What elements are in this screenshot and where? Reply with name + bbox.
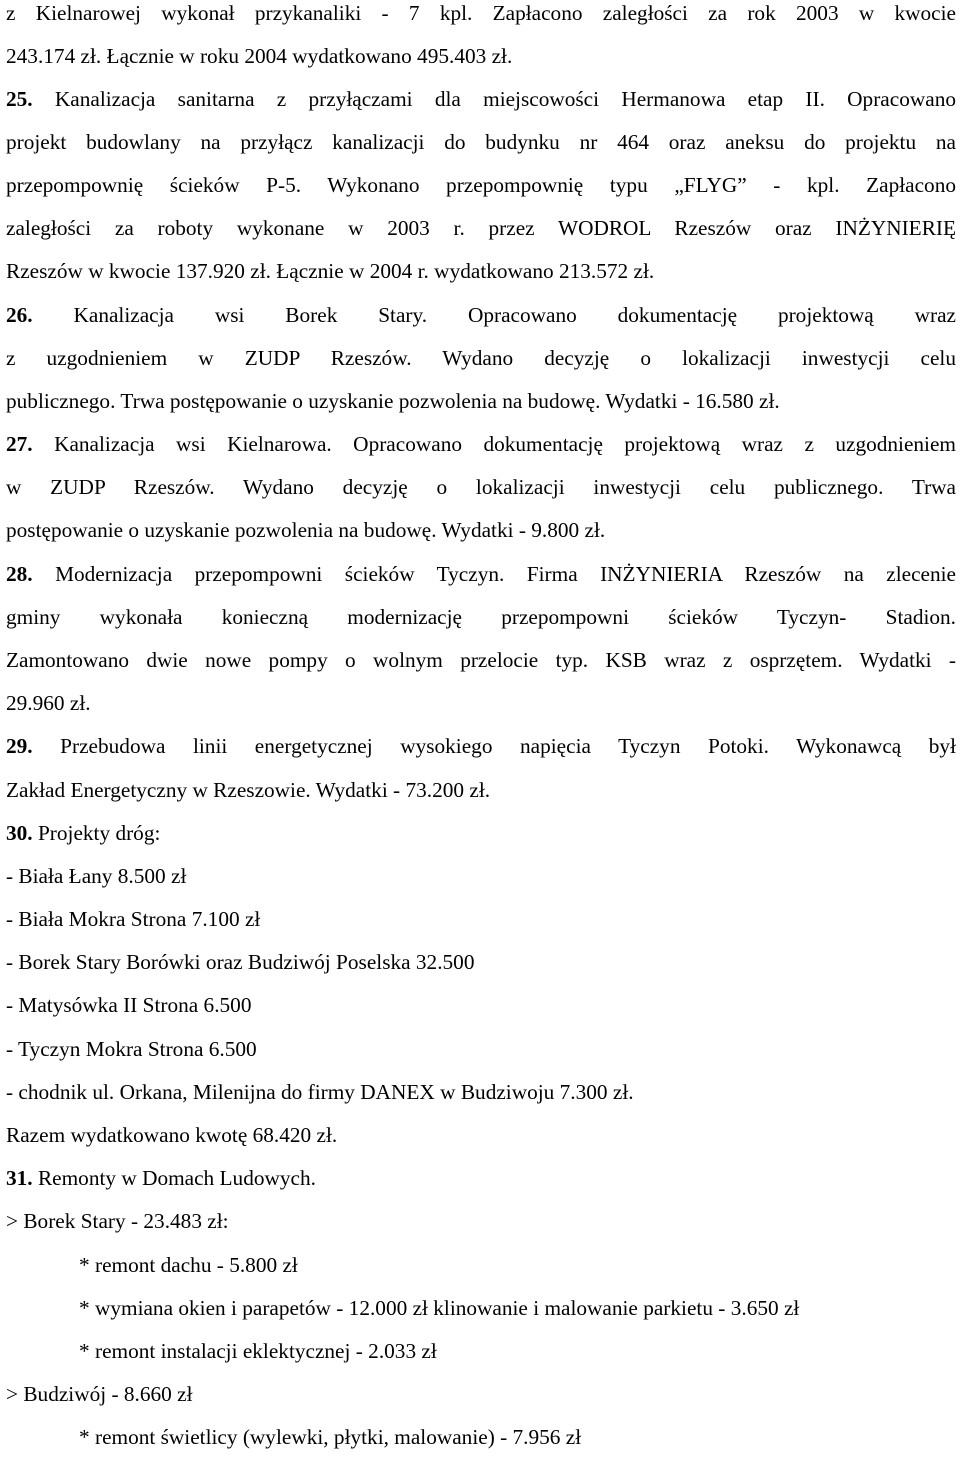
line-text: Remonty w Domach Ludowych. bbox=[32, 1166, 316, 1190]
line-text: - chodnik ul. Orkana, Milenijna do firmy DANEX w Budziwoju 7.300 zł. bbox=[6, 1080, 634, 1104]
text-line bbox=[6, 517, 605, 543]
item-number: 31. bbox=[6, 1166, 33, 1190]
line-text: projekt budowlany na przyłącz kanalizacji do budynku nr 464 oraz aneksu do projektu na bbox=[6, 130, 956, 154]
line-text: postępowanie o uzyskanie pozwolenia na budowę. Wydatki - 9.800 zł. bbox=[6, 518, 606, 542]
line-text: z Kielnarowej wykonał przykanaliki - 7 kpl. Zapłacono zaległości za rok 2003 w kwocie bbox=[6, 1, 956, 25]
line-text: gminy wykonała konieczną modernizację przepompowni ścieków Tyczyn- Stadion. bbox=[6, 605, 956, 629]
text-line bbox=[6, 172, 956, 198]
line-text: * wymiana okien i parapetów - 12.000 zł klinowanie i malowanie parkietu - 3.650 zł bbox=[79, 1296, 800, 1320]
text-line bbox=[79, 1295, 799, 1321]
text-line bbox=[6, 949, 474, 975]
line-text: Kanalizacja wsi Kielnarowa. Opracowano dokumentację projektową wraz z uzgodnieniem bbox=[32, 432, 956, 456]
line-text: * remont instalacji eklektycznej - 2.033 zł bbox=[79, 1339, 437, 1363]
text-line bbox=[6, 906, 260, 932]
line-text: > Borek Stary - 23.483 zł: bbox=[6, 1209, 229, 1233]
line-text: 243.174 zł. Łącznie w roku 2004 wydatkowano 495.403 zł. bbox=[6, 44, 513, 68]
text-line bbox=[79, 1252, 298, 1278]
text-line bbox=[6, 431, 956, 457]
line-text: Przebudowa linii energetycznej wysokiego napięcia Tyczyn Potoki. Wykonawcą był bbox=[32, 734, 956, 758]
text-line bbox=[6, 258, 654, 284]
line-text: publicznego. Trwa postępowanie o uzyskanie pozwolenia na budowę. Wydatki - 16.580 zł. bbox=[6, 389, 780, 413]
text-line bbox=[6, 647, 956, 673]
text-line bbox=[6, 1122, 337, 1148]
text-line bbox=[6, 474, 956, 500]
item-number: 30. bbox=[6, 821, 33, 845]
line-text: przepompownię ścieków P-5. Wykonano przepompownię typu „FLYG” - kpl. Zapłacono bbox=[6, 173, 956, 197]
line-text: - Matysówka II Strona 6.500 bbox=[6, 993, 252, 1017]
text-line bbox=[6, 129, 956, 155]
line-text: z uzgodnieniem w ZUDP Rzeszów. Wydano decyzję o lokalizacji inwestycji celu bbox=[6, 346, 956, 370]
item-number: 27. bbox=[6, 432, 33, 456]
line-text: - Tyczyn Mokra Strona 6.500 bbox=[6, 1037, 257, 1061]
text-line bbox=[79, 1424, 581, 1450]
line-text: - Biała Łany 8.500 zł bbox=[6, 864, 187, 888]
text-line bbox=[6, 777, 490, 803]
text-line bbox=[6, 345, 956, 371]
text-line bbox=[6, 733, 956, 759]
line-text: Zamontowano dwie nowe pompy o wolnym przelocie typ. KSB wraz z osprzętem. Wydatki - bbox=[6, 648, 956, 672]
line-text: 29.960 zł. bbox=[6, 691, 91, 715]
text-line bbox=[6, 820, 160, 846]
text-line bbox=[6, 1381, 193, 1407]
line-text: - Biała Mokra Strona 7.100 zł bbox=[6, 907, 261, 931]
text-line bbox=[6, 1036, 257, 1062]
item-number: 28. bbox=[6, 562, 33, 586]
item-number: 26. bbox=[6, 303, 33, 327]
text-line bbox=[6, 1165, 316, 1191]
line-text: Zakład Energetyczny w Rzeszowie. Wydatki - 73.200 zł. bbox=[6, 778, 491, 802]
item-number: 25. bbox=[6, 87, 33, 111]
text-line bbox=[6, 561, 956, 587]
text-line bbox=[6, 0, 956, 26]
text-line bbox=[6, 43, 512, 69]
line-text: * remont świetlicy (wylewki, płytki, malowanie) - 7.956 zł bbox=[79, 1425, 582, 1449]
text-line bbox=[79, 1338, 437, 1364]
line-text: Kanalizacja wsi Borek Stary. Opracowano dokumentację projektową wraz bbox=[32, 303, 956, 327]
text-line bbox=[6, 1208, 229, 1234]
line-text: > Budziwój - 8.660 zł bbox=[6, 1382, 193, 1406]
line-text: Razem wydatkowano kwotę 68.420 zł. bbox=[6, 1123, 338, 1147]
text-line bbox=[6, 992, 251, 1018]
line-text: w ZUDP Rzeszów. Wydano decyzję o lokalizacji inwestycji celu publicznego. Trwa bbox=[6, 475, 956, 499]
text-line bbox=[6, 86, 956, 112]
item-number: 29. bbox=[6, 734, 33, 758]
line-text: Rzeszów w kwocie 137.920 zł. Łącznie w 2004 r. wydatkowano 213.572 zł. bbox=[6, 259, 655, 283]
line-text: Kanalizacja sanitarna z przyłączami dla miejscowości Hermanowa etap II. Opracowano bbox=[32, 87, 956, 111]
text-line bbox=[6, 863, 186, 889]
text-line bbox=[6, 215, 956, 241]
line-text: Projekty dróg: bbox=[32, 821, 161, 845]
line-text: - Borek Stary Borówki oraz Budziwój Poselska 32.500 bbox=[6, 950, 475, 974]
text-line bbox=[6, 604, 956, 630]
text-line bbox=[6, 690, 91, 716]
line-text: * remont dachu - 5.800 zł bbox=[79, 1253, 298, 1277]
text-line bbox=[6, 1079, 634, 1105]
text-line bbox=[6, 388, 780, 414]
line-text: zaległości za roboty wykonane w 2003 r. przez WODROL Rzeszów oraz INŻYNIERIĘ bbox=[6, 216, 956, 240]
line-text: Modernizacja przepompowni ścieków Tyczyn. Firma INŻYNIERIA Rzeszów na zlecenie bbox=[32, 562, 956, 586]
text-line bbox=[6, 302, 956, 328]
